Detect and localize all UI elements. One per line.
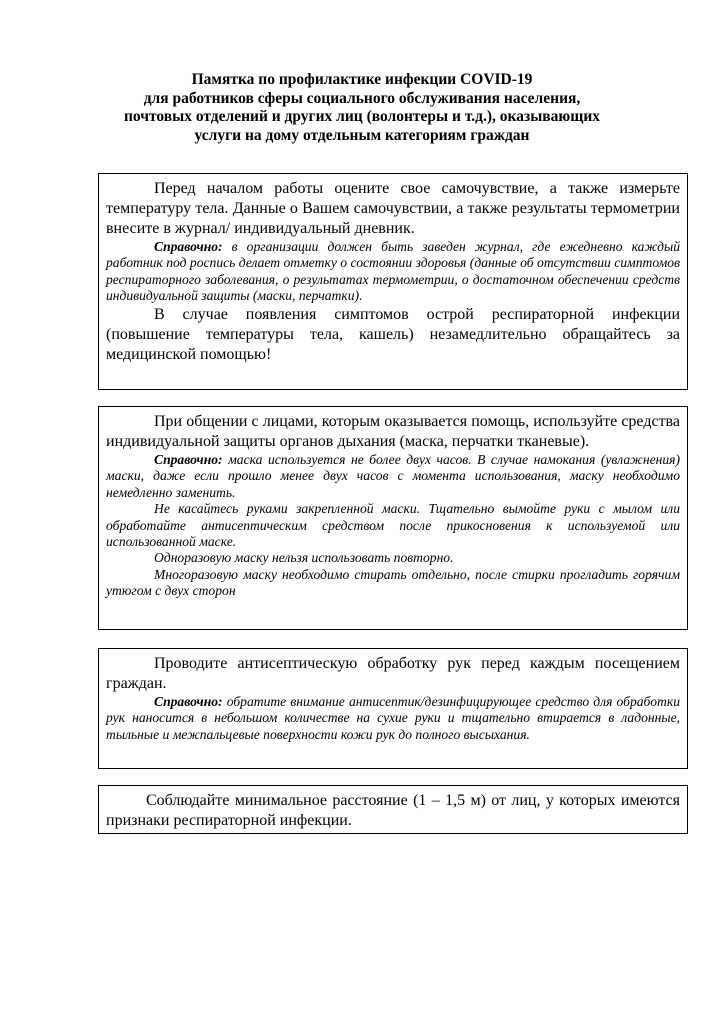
note-text: маска используется не более двух часов. В случае намокания (увлажнения) маски, даже если прошло менее двух часов с момента использования, маску необходимо немедленно заменить. [106, 452, 680, 500]
hand-antiseptic-note [106, 694, 680, 743]
distance-text: Соблюдайте минимальное расстояние (1 – 1,5 м) от лиц, у которых имеются признаки респираторной инфекции. [106, 792, 680, 829]
note-text: обратите внимание антисептик/дезинфицирующее средство для обработки рук наносится в небольшом количестве на сухие руки и тщательно втирается в ладонные, тыльные и межпальцевые поверхности кожи рук до полного высыхания. [106, 694, 680, 742]
reusable-mask-note: Многоразовую маску необходимо стирать отдельно, после стирки прогладить горячим утюгом с двух сторон [106, 566, 680, 599]
title-line-3: почтовых отделений и других лиц (волонтеры и т.д.), оказывающих [123, 108, 601, 125]
mask-usage-note [106, 452, 680, 501]
self-check-note [106, 239, 680, 305]
self-check-box [98, 173, 688, 390]
title-line-4: услуги на дому отдельным категориям граждан [194, 126, 530, 144]
disposable-mask-note: Одноразовую маску нельзя использовать повторно. [154, 550, 454, 566]
document-title [80, 71, 644, 145]
self-check-text: Перед началом работы оцените свое самочувствие, а также измерьте температуру тела. Данные о Вашем самочувствии, а также результаты термометрии внесите в журнал/ индивидуальный дневник. [106, 180, 680, 237]
hand-antiseptic-text: Проводите антисептическую обработку рук перед каждым посещением граждан. [106, 655, 680, 692]
note-label: Справочно: [154, 239, 223, 254]
title-line-1: Памятка по профилактике инфекции COVID-19 [191, 71, 533, 88]
mask-usage-text: При общении с лицами, которым оказывается помощь, используйте средства индивидуальной защиты органов дыхания (маска, перчатки тканевые). [106, 413, 680, 450]
distance-box [98, 785, 688, 834]
hand-antiseptic-box [98, 648, 688, 769]
mask-usage-box [98, 406, 688, 630]
note-text: в организации должен быть заведен журнал, где ежедневно каждый работник под роспись делает отметку о состоянии здоровья (данные об отсутствии симптомов респираторного заболевания, о результатах термометрии, о достаточном обеспечении средств индивидуальной защиты (маски, перчатки). [106, 239, 680, 304]
note-label: Справочно: [154, 452, 223, 467]
title-line-2: для работников сферы социального обслуживания населения, [143, 89, 581, 107]
mask-touch-note: Не касайтесь руками закрепленной маски. Тщательно вымойте руки с мылом или обработайте антисептическим средством после прикосновения к используемой или использованной маске. [106, 501, 680, 550]
note-label: Справочно: [154, 694, 223, 709]
symptoms-warning-text: В случае появления симптомов острой респираторной инфекции (повышение температуры тела, кашель) незамедлительно обращайтесь за медицинской помощью! [106, 305, 680, 363]
